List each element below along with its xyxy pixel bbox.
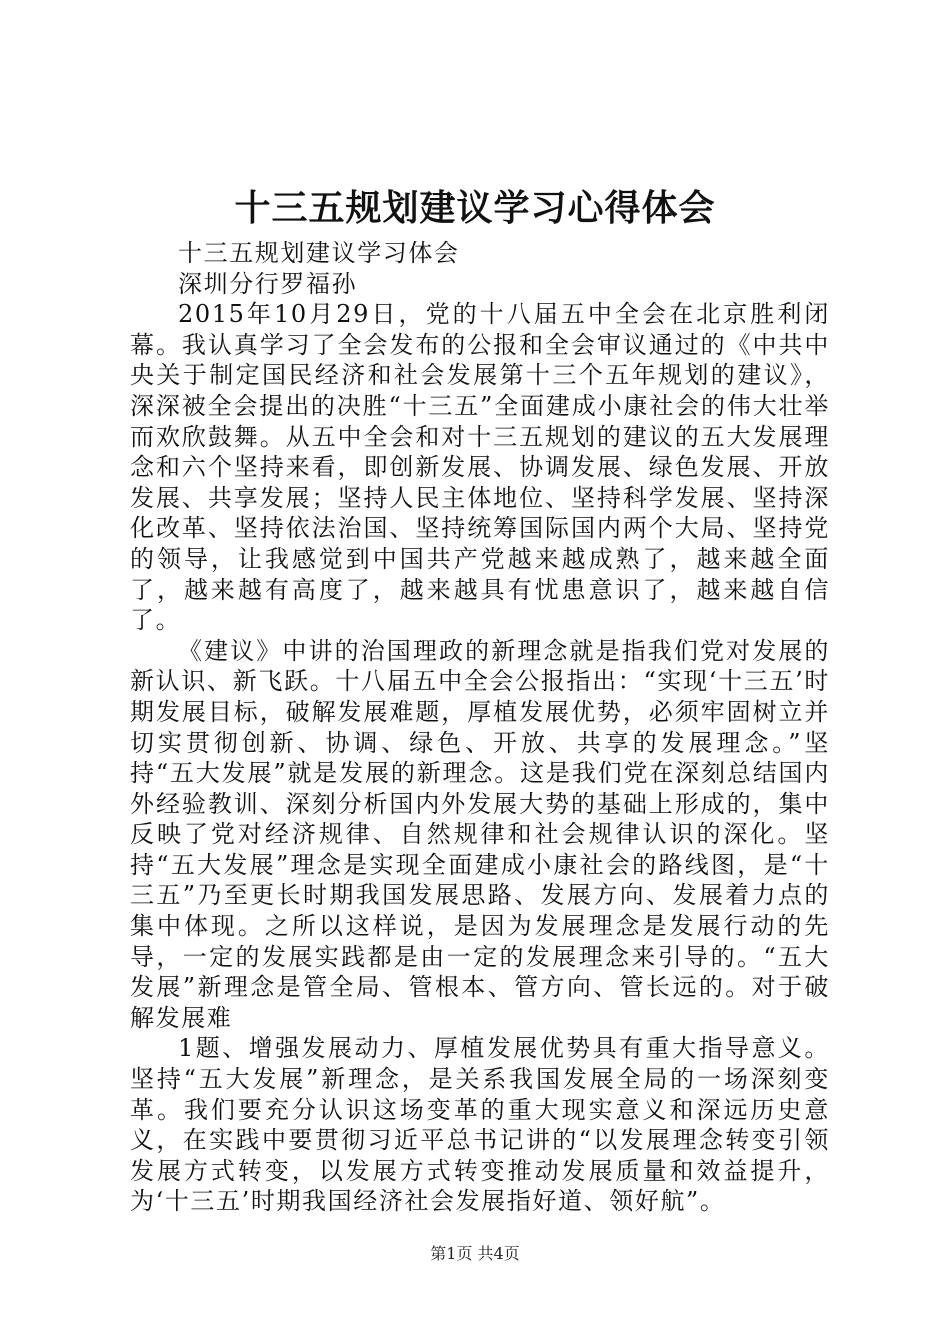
author-paragraph: 深圳分行罗福孙 [178, 269, 358, 298]
body-paragraph: 《建议》中讲的治国理政的新理念就是指我们党对发展的新认识、新飞跃。十八届五中全会公报指出：“实现‘十三五’时期发展目标，破解发展难题，厚植发展优势，必须牢固树立并切实贯彻创新、协调、绿色、开放、共享的发展理念。”坚持“五大发展”就是发展的新理念。这是我们党在深刻总结国内外经验教训、深刻分析国内外发展大势的基础上形成的，集中反映了党对经济规律、自然规律和社会规律认识的深化。坚持“五大发展”理念是实现全面建成小康社会的路线图，是“十三五”乃至更长时期我国发展思路、发展方向、发展着力点的集中体现。之所以这样说，是因为发展理念是发展行动的先导，一定的发展实践都是由一定的发展理念来引导的。“五大发展”新理念是管全局、管根本、管方向、管长远的。对于破解发展难 [130, 636, 830, 1032]
document-title: 十三五规划建议学习心得体会 [234, 187, 716, 229]
subtitle-paragraph: 十三五规划建议学习体会 [178, 239, 460, 267]
document-body [130, 238, 830, 1217]
body-paragraph: 2015年10月29日，党的十八届五中全会在北京胜利闭幕。我认真学习了全会发布的公报和全会审议通过的《中共中央关于制定国民经济和社会发展第十三个五年规划的建议》，深深被全会提出的决胜“十三五”全面建成小康社会的伟大壮举而欢欣鼓舞。从五中全会和对十三五规划的建议的五大发展理念和六个坚持来看，即创新发展、协调发展、绿色发展、开放发展、共享发展；坚持人民主体地位、坚持科学发展、坚持深化改革、坚持依法治国、坚持统筹国际国内两个大局、坚持党的领导，让我感觉到中国共产党越来越成熟了，越来越全面了，越来越有高度了，越来越具有忧患意识了，越来越自信了。 [130, 300, 830, 635]
page-number-footer: 第1页 共4页 [430, 1244, 520, 1263]
body-paragraph: 1题、增强发展动力、厚植发展优势具有重大指导意义。坚持“五大发展”新理念，是关系我国发展全局的一场深刻变革。我们要充分认识这场变革的重大现实意义和深远历史意义，在实践中要贯彻习近平总书记讲的“以发展理念转变引领发展方式转变，以发展方式转变推动发展质量和效益提升，为‘十三五’时期我国经济社会发展指好道、领好航”。 [130, 1034, 830, 1216]
